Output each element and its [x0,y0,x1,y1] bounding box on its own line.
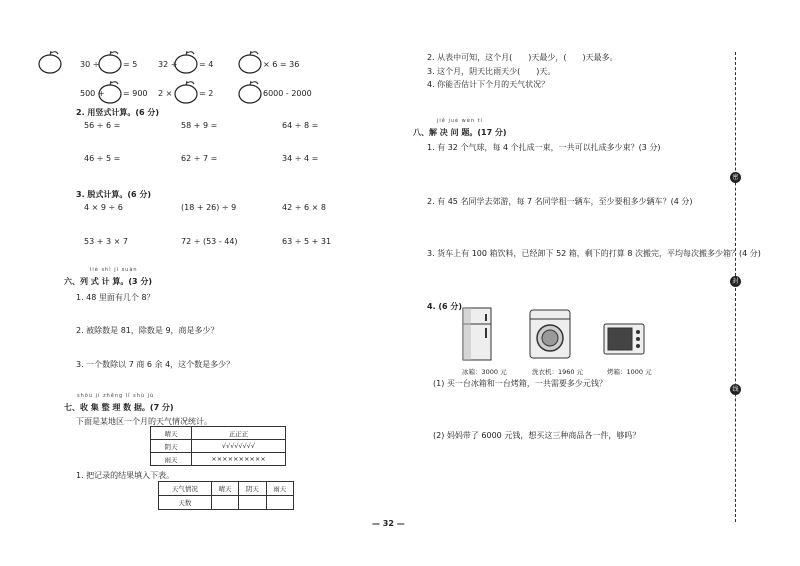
page-number: — 32 — [372,519,405,528]
table-cell: √√√√√√√√ [192,440,286,453]
weather-record-table [150,426,286,466]
section8-q4: 4. (6 分) [427,302,463,311]
q3-item: 42 ÷ 6 × 8 [282,203,326,212]
table-cell: 正正正 [192,427,286,440]
section6-pinyin: liè shì jì suàn [90,267,138,273]
table-cell: 天气情况 [159,482,212,496]
section8-q4-2: (2) 妈妈带了 6000 元钱，想买这三种商品各一件，够吗？ [433,431,641,440]
q3-item: 53 + 3 × 7 [84,237,128,246]
binding-cut-line [735,52,736,522]
seal-mark: 密 [730,172,741,183]
q2-title: 2. 用竖式计算。(6 分) [76,108,160,117]
oven-icon [602,322,646,356]
weather-summary-table [158,481,294,510]
q3-item: 63 ÷ 5 + 31 [282,237,332,246]
washing-machine-icon [528,308,572,360]
table-cell: 雨天 [151,453,192,466]
q3-item: (18 + 26) ÷ 9 [181,203,237,212]
section8-item: 1. 有 32 个气球，每 4 个扎成一束，一共可以扎成多少束？(3 分) [427,143,661,152]
q2-item: 56 ÷ 6 = [84,121,121,130]
table-cell: ×××××××××× [192,453,286,466]
apple-blank-icon[interactable] [237,80,263,104]
product-price: 洗衣机：1960 元 [532,368,584,376]
apple-eq-text: = 900 [123,89,148,98]
apple-eq-text: = 4 [199,60,214,69]
apple-eq-text: = 5 [123,60,138,69]
seal-mark: 线 [730,384,741,395]
apple-eq-text: × 6 = 36 [263,60,300,69]
section7-q4: 4. 你能否估计下个月的天气状况？ [427,80,550,89]
table-cell: 天数 [159,496,212,510]
apple-eq-text: 30 ÷ [80,60,100,69]
section8-title: 八、解 决 问 题。(17 分) [413,128,507,137]
q2-item: 58 + 9 = [181,121,218,130]
table-cell: 阴天 [151,440,192,453]
product-price: 冰箱：3000 元 [462,368,507,376]
q2-item: 62 ÷ 7 = [181,154,218,163]
apple-blank-icon[interactable] [37,50,63,74]
section8-pinyin: jiě jué wèn tí [437,118,483,124]
apple-blank-icon[interactable] [237,50,263,74]
table-cell: 雨天 [266,482,293,496]
section7-q3: 3. 这个月，阴天比雨天少( )天。 [427,67,556,76]
q3-item: 72 ÷ (53 - 44) [181,237,238,246]
apple-eq-text: 500 + [80,89,105,98]
apple-eq-text: 6000 - 2000 [263,89,312,98]
apple-blank-icon[interactable] [97,50,123,74]
seal-mark: 封 [730,276,741,287]
table-cell: 晴天 [151,427,192,440]
apple-eq-text: = 2 [199,89,214,98]
section7-pinyin: shōu jí zhěng lǐ shù jù [77,393,155,399]
section6-item: 1. 48 里面有几个 8？ [76,293,155,302]
table-cell: 晴天 [211,482,238,496]
apple-eq-text: 2 × [158,89,173,98]
section8-item: 2. 有 45 名同学去郊游，每 7 名同学租一辆车，至少要租多少辆车？(4 分) [427,197,693,206]
section8-item: 3. 货车上有 100 箱饮料，已经卸下 52 箱，剩下的打算 8 次搬完，平均每次搬多少箱？(4 分) [427,249,761,258]
answer-cell[interactable] [211,496,238,510]
section6-item: 2. 被除数是 81，除数是 9，商是多少？ [76,326,219,335]
section6-title: 六、列 式 计 算。(3 分) [64,277,153,286]
q2-item: 64 ÷ 8 = [282,121,319,130]
section7-intro: 下面是某地区一个月的天气情况统计。 [76,417,212,426]
section8-q4-1: (1) 买一台冰箱和一台烤箱，一共需要多少元钱？ [433,379,607,388]
apple-eq-text: 32 ÷ [158,60,178,69]
q3-item: 4 × 9 ÷ 6 [84,203,123,212]
section7-title: 七、收 集 整 理 数 据。(7 分) [64,403,174,412]
section6-item: 3. 一个数除以 7 商 6 余 4，这个数是多少？ [76,360,235,369]
product-price: 烤箱：1000 元 [607,368,652,376]
section7-q1: 1. 把记录的结果填入下表。 [76,471,175,480]
q2-item: 34 ÷ 4 = [282,154,319,163]
answer-cell[interactable] [266,496,293,510]
section7-q2: 2. 从表中可知，这个月( )天最少，( )天最多。 [427,53,618,62]
table-cell: 阴天 [239,482,266,496]
q3-title: 3. 脱式计算。(6 分) [76,190,152,199]
apple-blank-icon[interactable] [173,80,199,104]
answer-cell[interactable] [239,496,266,510]
q2-item: 46 ÷ 5 = [84,154,121,163]
fridge-icon [460,306,496,362]
